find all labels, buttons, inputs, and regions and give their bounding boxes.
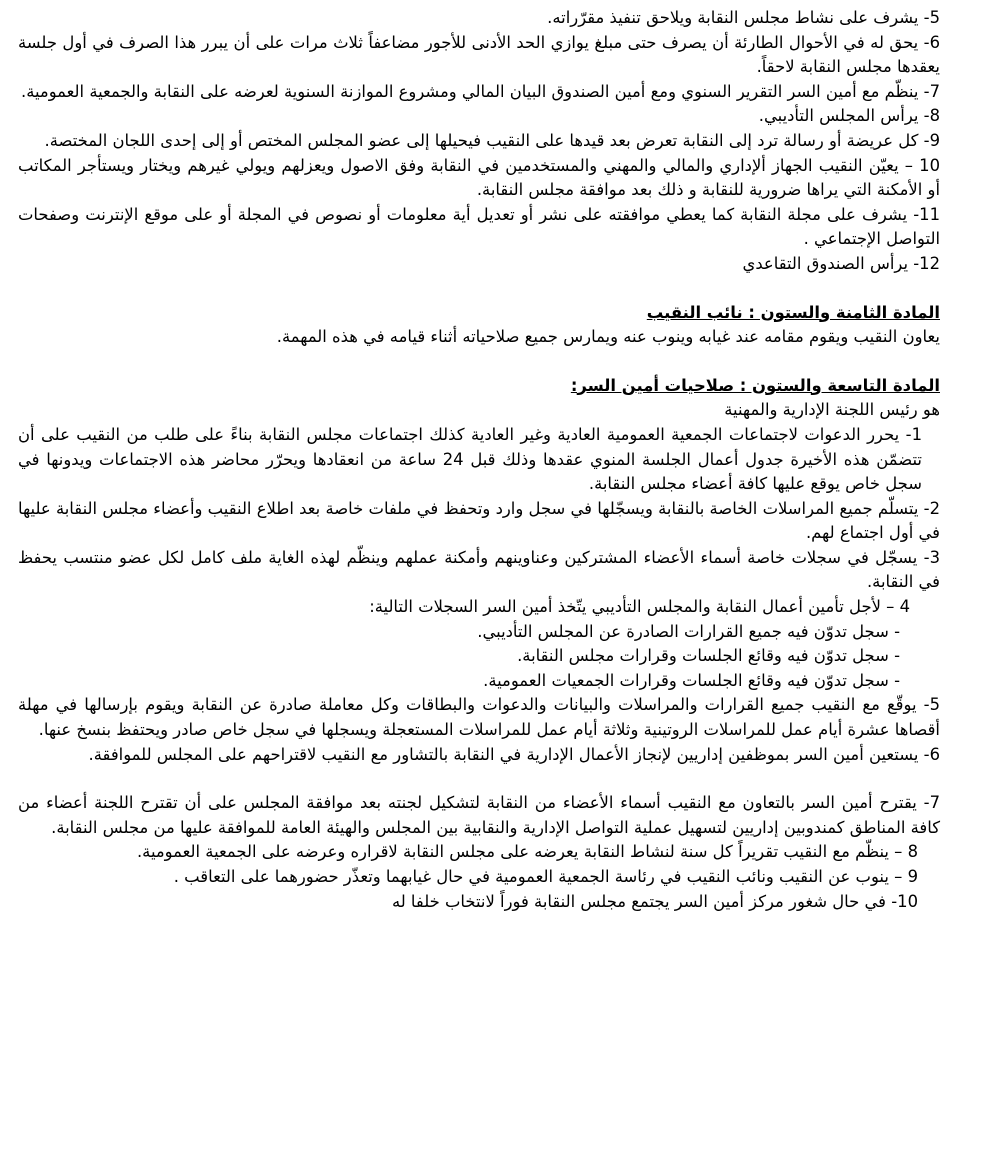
spacer bbox=[18, 277, 940, 301]
list-item: 5- يوقّع مع النقيب جميع القرارات والمراسلات والبيانات والدعوات والبطاقات وكل معاملة صادرة عن النقابة ويقوم بإرسالها في مهلة أقصاها عشرة أيام عمل للمراسلات الروتينية وثلاثة أيام عمل للمراسلات المستعجلة ويسجلها في سجل خاص صادر ويحتفظ بنسخ عنها. bbox=[18, 695, 940, 740]
article-69-heading: المادة التاسعة والستون : صلاحيات أمين السر: bbox=[570, 375, 940, 395]
syndic-powers-list bbox=[18, 6, 940, 277]
register-item: - سجل تدوّن فيه جميع القرارات الصادرة عن المجلس التأديبي. bbox=[477, 621, 900, 641]
list-item: 5- يشرف على نشاط مجلس النقابة ويلاحق تنفيذ مقرّراته. bbox=[547, 8, 940, 27]
list-item: 11- يشرف على مجلة النقابة كما يعطي موافقته على نشر أو تعديل أية معلومات أو نصوص في المجلة أو على موقع الإنترنت وصفحات التواصل الإجتماعي . bbox=[18, 204, 940, 249]
list-item: 9- كل عريضة أو رسالة ترد إلى النقابة تعرض بعد قيدها على النقيب فيحيلها إلى عضو المجلس المختص أو إلى إحدى اللجان المختصة. bbox=[44, 130, 940, 150]
article-68 bbox=[18, 301, 940, 350]
spacer bbox=[18, 767, 940, 791]
article-69 bbox=[18, 374, 940, 914]
article-68-heading: المادة الثامنة والستون : نائب النقيب bbox=[646, 302, 940, 322]
list-item: 8- يرأس المجلس التأديبي. bbox=[758, 106, 940, 126]
list-item: 9 – ينوب عن النقيب ونائب النقيب في رئاسة الجمعية العمومية في حال غيابهما وتعذّر حضورهما على التعاقب . bbox=[173, 867, 918, 886]
list-item: 12- يرأس الصندوق التقاعدي bbox=[742, 253, 940, 273]
document-page bbox=[18, 6, 940, 914]
list-item: 10 – يعيّن النقيب الجهاز ألإداري والمالي والمهني والمستخدمين في النقابة وفق الاصول ويعزلهم ويولي غيرهم ويختار ويستأجر المكاتب أو الأمكنة التي يراها ضرورية للنقابة و ذلك بعد موافقة مجلس النقابة. bbox=[18, 155, 940, 200]
list-item: 7- ينظّم مع أمين السر التقرير السنوي ومع أمين الصندوق البيان المالي ومشروع الموازنة السنوية لعرضه على النقابة والجمعية العمومية. bbox=[20, 81, 940, 101]
register-item: - سجل تدوّن فيه وقائع الجلسات وقرارات الجمعيات العمومية. bbox=[483, 670, 900, 690]
list-item: 8 – ينظّم مع النقيب تقريراً كل سنة لنشاط النقابة يعرضه على مجلس النقابة لاقراره وعرضه على الجمعية العمومية. bbox=[136, 842, 918, 862]
list-item: 2- يتسلّم جميع المراسلات الخاصة بالنقابة ويسجّلها في سجل وارد وتحفظ في ملفات خاصة بعد اطلاع النقيب وأعضاء مجلس النقابة عليها في أول اجتماع لهم. bbox=[18, 498, 940, 543]
spacer bbox=[18, 350, 940, 374]
list-item: 3- يسجّل في سجلات خاصة أسماء الأعضاء المشتركين وعناوينهم وأمكنة عملهم وينظّم لهذه الغاية ملف كامل لكل عضو منتسب يحفظ في النقابة. bbox=[18, 547, 940, 592]
article-69-intro: هو رئيس اللجنة الإدارية والمهنية bbox=[724, 400, 940, 420]
list-item: 1- يحرر الدعوات لاجتماعات الجمعية العمومية العادية وغير العادية كذلك اجتماعات مجلس النقابة بناءً على طلب من النقيب على أن تتضمّن هذه الأخيرة جدول أعمال الجلسة المنوي عقدها وذلك قبل 24 ساعة من انعقادها ويحرّر محاضر هذه الاجتماعات ويدونها في سجل خاص يوقع عليها كافة أعضاء مجلس النقابة. bbox=[18, 424, 922, 494]
register-item: - سجل تدوّن فيه وقائع الجلسات وقرارات مجلس النقابة. bbox=[517, 646, 900, 666]
list-item: 7- يقترح أمين السر بالتعاون مع النقيب أسماء الأعضاء من النقابة لتشكيل لجنته بعد موافقة المجلس على أن تقترح اللجنة أعضاء من كافة المناطق كمندوبين إداريين لتسهيل عملية التواصل الإدارية والنقابية بين المجلس والهيئة العامة للموافقة عليها من مجلس النقابة. bbox=[18, 793, 940, 837]
list-item: 6- يستعين أمين السر بموظفين إداريين لإنجاز الأعمال الإدارية في النقابة بالتشاور مع النقيب لاقتراحهم على المجلس للموافقة. bbox=[88, 744, 940, 764]
list-item: 10- في حال شغور مركز أمين السر يجتمع مجلس النقابة فوراً لانتخاب خلفا له bbox=[391, 891, 918, 911]
article-68-body: يعاون النقيب ويقوم مقامه عند غيابه وينوب عنه ويمارس جميع صلاحياته أثناء قيامه في هذه المهمة. bbox=[276, 327, 940, 347]
list-item: 6- يحق له في الأحوال الطارئة أن يصرف حتى مبلغ يوازي الحد الأدنى للأجور مضاعفاً ثلاث مرات على أن يبرر هذا الصرف في أول جلسة يعقدها مجلس النقابة لاحقاً. bbox=[18, 32, 940, 77]
list-item: 4 – لأجل تأمين أعمال النقابة والمجلس التأديبي يتّخذ أمين السر السجلات التالية: bbox=[369, 597, 910, 617]
